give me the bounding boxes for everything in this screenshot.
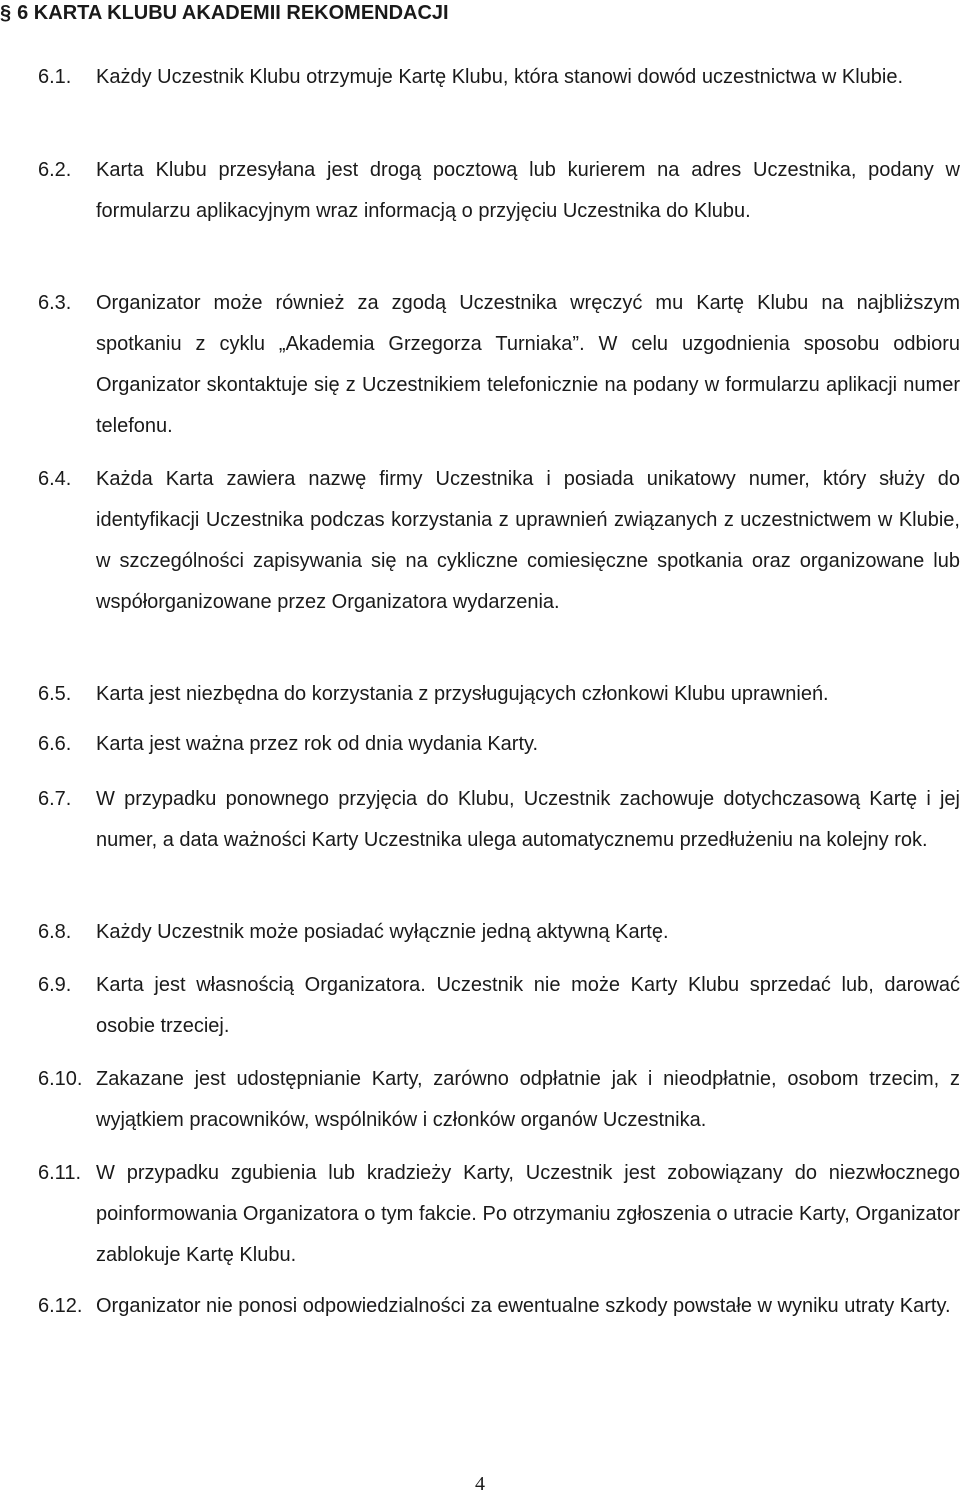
item-text: W przypadku ponownego przyjęcia do Klubu, Uczestnik zachowuje dotychczasową Kartę i jej numer, a data ważności Karty Uczestnika ulega automatycznemu przedłużeniu na kolejny rok. xyxy=(96,788,960,851)
item-number: 6.7. xyxy=(38,788,72,810)
section-heading xyxy=(0,0,449,26)
list-item xyxy=(38,1153,960,1276)
item-text: Zakazane jest udostępnianie Karty, zarówno odpłatnie jak i nieodpłatnie, osobom trzecim, z wyjątkiem pracowników, wspólników i członków organów Uczestnika. xyxy=(96,1068,960,1131)
list-item xyxy=(38,283,960,447)
item-text: Karta jest niezbędna do korzystania z przysługujących członkowi Klubu uprawnień. xyxy=(96,683,829,705)
item-text: Każdy Uczestnik może posiadać wyłącznie jedną aktywną Kartę. xyxy=(96,921,669,943)
item-number: 6.12. xyxy=(38,1295,83,1317)
list-item xyxy=(38,965,960,1047)
item-number: 6.9. xyxy=(38,974,72,996)
list-item xyxy=(38,150,960,232)
list-item xyxy=(38,724,960,765)
item-text: Organizator nie ponosi odpowiedzialności za ewentualne szkody powstałe w wyniku utraty Karty. xyxy=(96,1295,951,1317)
section-symbol: § xyxy=(0,2,12,24)
item-number: 6.4. xyxy=(38,468,72,490)
item-number: 6.6. xyxy=(38,733,72,755)
list-item xyxy=(38,674,960,715)
item-number: 6.5. xyxy=(38,683,72,705)
item-text: W przypadku zgubienia lub kradzieży Karty, Uczestnik jest zobowiązany do niezwłocznego poinformowania Organizatora o tym fakcie. Po otrzymaniu zgłoszenia o utracie Karty, Organizator zablokuje Kartę Klubu. xyxy=(96,1162,960,1266)
list-item xyxy=(38,912,960,953)
item-text: Organizator może również za zgodą Uczestnika wręczyć mu Kartę Klubu na najbliższym spotkaniu z cyklu „Akademia Grzegorza Turniaka”. W celu uzgodnienia sposobu odbioru Organizator skontaktuje się z Uczestnikiem telefonicznie na podany w formularzu aplikacji numer telefonu. xyxy=(96,292,960,437)
section-title: 6 KARTA KLUBU AKADEMII REKOMENDACJI xyxy=(17,2,449,24)
item-number: 6.11. xyxy=(38,1162,81,1184)
item-text: Każdy Uczestnik Klubu otrzymuje Kartę Klubu, która stanowi dowód uczestnictwa w Klubie. xyxy=(96,66,904,88)
item-number: 6.2. xyxy=(38,159,72,181)
item-text: Karta jest własnością Organizatora. Uczestnik nie może Karty Klubu sprzedać lub, darować osobie trzeciej. xyxy=(96,974,960,1037)
list-item xyxy=(38,779,960,861)
list-item xyxy=(38,1286,960,1327)
item-number: 6.8. xyxy=(38,921,72,943)
item-number: 6.1. xyxy=(38,66,72,88)
list-item xyxy=(38,57,960,98)
list-item xyxy=(38,459,960,623)
item-text: Karta Klubu przesyłana jest drogą pocztową lub kurierem na adres Uczestnika, podany w formularzu aplikacyjnym wraz informacją o przyjęciu Uczestnika do Klubu. xyxy=(96,159,960,222)
item-number: 6.3. xyxy=(38,292,72,314)
item-text: Każda Karta zawiera nazwę firmy Uczestnika i posiada unikatowy numer, który służy do identyfikacji Uczestnika podczas korzystania z uprawnień związanych z uczestnictwem w Klubie, w szczególności zapisywania się na cykliczne comiesięczne spotkania oraz organizowane lub współorganizowane przez Organizatora wydarzenia. xyxy=(96,468,960,613)
list-item xyxy=(38,1059,960,1141)
page-number: 4 xyxy=(475,1473,485,1495)
item-number: 6.10. xyxy=(38,1068,83,1090)
item-text: Karta jest ważna przez rok od dnia wydania Karty. xyxy=(96,733,539,755)
